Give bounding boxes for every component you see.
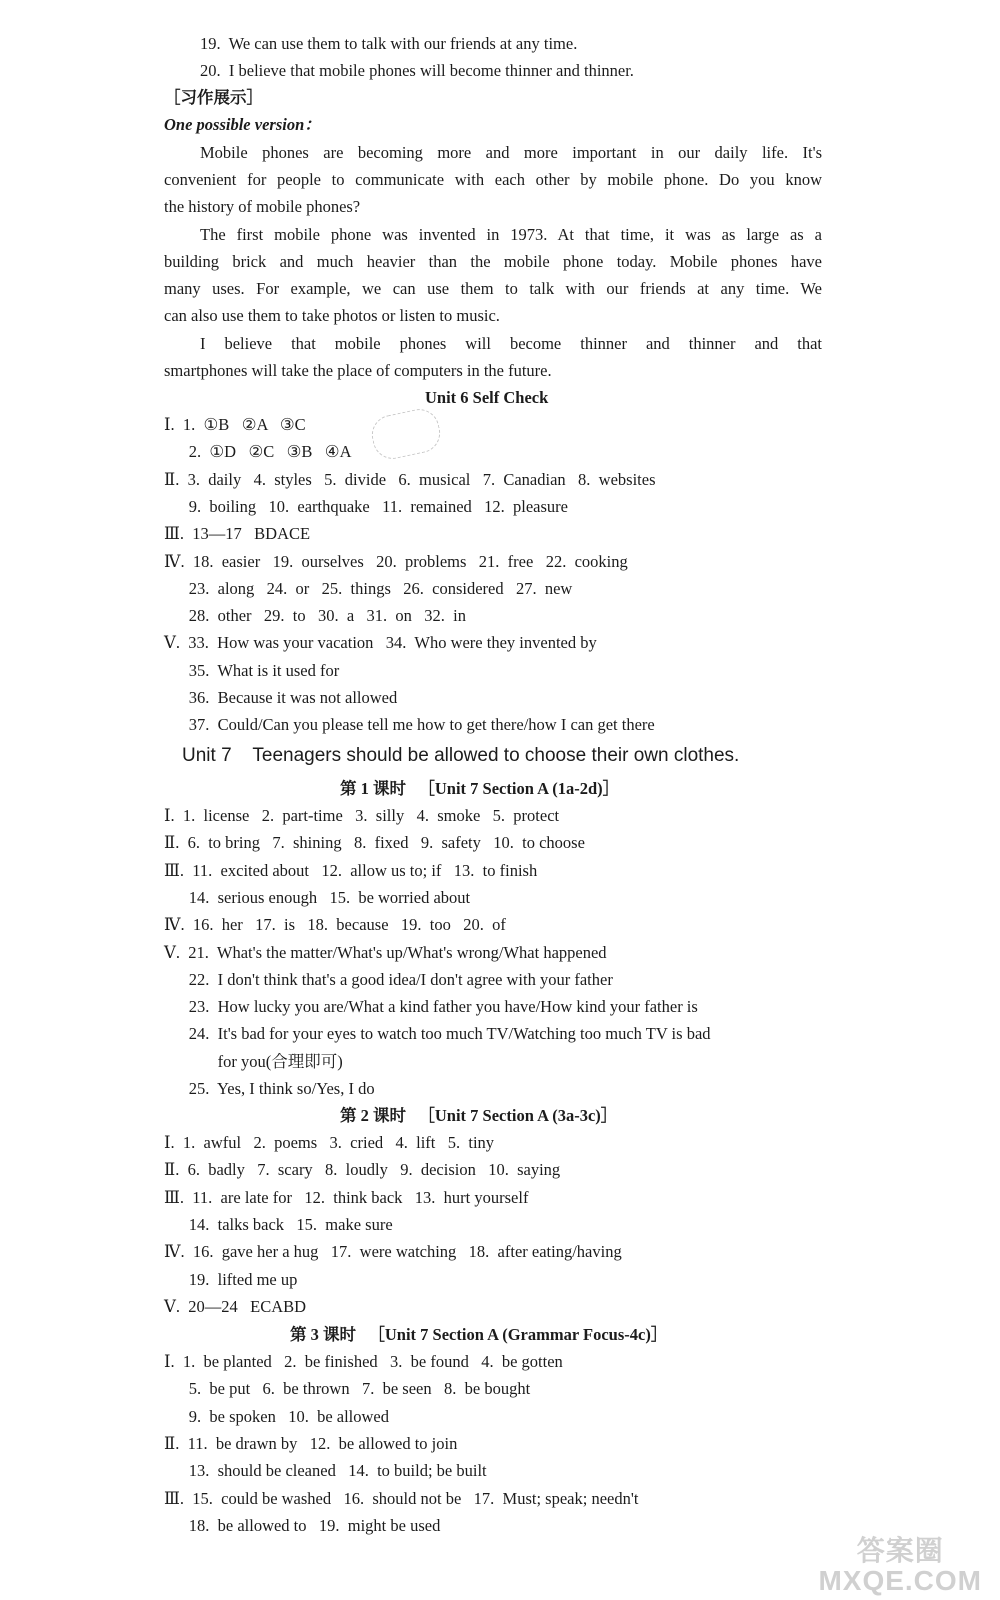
answer-line: Ⅲ. 13—17 BDACE [164, 524, 311, 544]
essay-line: I believe that mobile phones will become thinner and thinner and that [200, 334, 822, 353]
watermark-logo: 答案圈 MXQE.COM [818, 1535, 982, 1596]
essay-line: Mobile phones are becoming more and more important in our daily life. It's [200, 143, 822, 162]
answer-line: 35. What is it used for [164, 660, 340, 680]
essay-line: convenient for people to communicate with each other by mobile phone. Do you know [164, 170, 822, 189]
answer-line: Ⅳ. 18. easier 19. ourselves 20. problems 21. free 22. cooking [164, 551, 628, 571]
answer-line: 22. I don't think that's a good idea/I don't agree with your father [164, 969, 613, 989]
answer-line: 20. I believe that mobile phones will become thinner and thinner. [200, 61, 634, 80]
answer-line: for you(合理即可) [164, 1051, 343, 1071]
answer-line: Ⅰ. 1. awful 2. poems 3. cried 4. lift 5. tiny [164, 1133, 495, 1152]
unit-title: Unit 7 Teenagers should be allowed to choose their own clothes. [182, 745, 740, 766]
answer-line: 37. Could/Can you please tell me how to get there/how I can get there [164, 715, 655, 735]
answer-line: 9. be spoken 10. be allowed [164, 1406, 389, 1426]
answer-line: 25. Yes, I think so/Yes, I do [164, 1079, 375, 1098]
answer-line: 14. talks back 15. make sure [164, 1214, 393, 1234]
lesson-title: 第 1 课时 ［Unit 7 Section A (1a-2d)］ [340, 779, 620, 798]
answer-line: Ⅳ. 16. gave her a hug 17. were watching 18. after eating/having [164, 1242, 622, 1262]
stamp-mark [368, 405, 444, 462]
lesson-title: 第 2 课时 ［Unit 7 Section A (3a-3c)］ [340, 1106, 618, 1125]
essay-line: building brick and much heavier than the mobile phone today. Mobile phones have [164, 252, 822, 271]
answer-line: Ⅰ. 1. license 2. part-time 3. silly 4. smoke 5. protect [164, 806, 560, 825]
answer-line: 9. boiling 10. earthquake 11. remained 12. pleasure [164, 496, 568, 516]
answer-line: Ⅱ. 3. daily 4. styles 5. divide 6. musical 7. Canadian 8. websites [164, 469, 656, 489]
section-label: ［习作展示］ [164, 88, 263, 107]
answer-line: Ⅲ. 11. are late for 12. think back 13. hurt yourself [164, 1187, 529, 1207]
answer-line: Ⅰ. 1. be planted 2. be finished 3. be found 4. be gotten [164, 1352, 563, 1371]
essay-line: the history of mobile phones? [164, 197, 361, 216]
answer-line: Ⅱ. 11. be drawn by 12. be allowed to join [164, 1433, 458, 1453]
answer-line: 19. We can use them to talk with our friends at any time. [200, 34, 578, 53]
answer-line: Ⅲ. 15. could be washed 16. should not be 17. Must; speak; needn't [164, 1488, 639, 1508]
answer-line: 14. serious enough 15. be worried about [164, 887, 471, 907]
answer-line: 18. be allowed to 19. might be used [164, 1515, 441, 1535]
answer-line: 24. It's bad for your eyes to watch too much TV/Watching too much TV is bad [164, 1024, 711, 1044]
answer-line: Ⅳ. 16. her 17. is 18. because 19. too 20. of [164, 915, 506, 935]
answer-line: 19. lifted me up [164, 1269, 298, 1289]
answer-line: 28. other 29. to 30. a 31. on 32. in [164, 606, 467, 626]
lesson-title: 第 3 课时 ［Unit 7 Section A (Grammar Focus-4c)］ [290, 1325, 668, 1344]
answer-line: Ⅱ. 6. to bring 7. shining 8. fixed 9. safety 10. to choose [164, 833, 585, 853]
answer-line: 36. Because it was not allowed [164, 688, 398, 707]
essay-line: smartphones will take the place of computers in the future. [164, 361, 552, 380]
version-label: One possible version： [164, 115, 321, 134]
answer-line: Ⅲ. 11. excited about 12. allow us to; if 13. to finish [164, 860, 538, 880]
answer-line: Ⅴ. 33. How was your vacation 34. Who were they invented by [164, 633, 597, 653]
essay-line: many uses. For example, we can use them to talk with our friends at any time. We [164, 279, 822, 298]
answer-line: Ⅰ. 1. ①B ②A ③C [164, 415, 306, 434]
answer-line: Ⅴ. 20—24 ECABD [164, 1296, 307, 1316]
answer-line: 13. should be cleaned 14. to build; be built [164, 1461, 487, 1481]
answer-line: 23. How lucky you are/What a kind father you have/How kind your father is [164, 997, 698, 1017]
essay-line: The first mobile phone was invented in 1973. At that time, it was as large as a [200, 225, 822, 244]
section-title: Unit 6 Self Check [425, 388, 549, 407]
answer-line: 2. ①D ②C ③B ④A [164, 442, 352, 462]
answer-line: Ⅱ. 6. badly 7. scary 8. loudly 9. decision 10. saying [164, 1160, 561, 1180]
essay-line: can also use them to take photos or listen to music. [164, 306, 500, 325]
answer-line: 23. along 24. or 25. things 26. considered 27. new [164, 578, 573, 598]
answer-line: Ⅴ. 21. What's the matter/What's up/What's wrong/What happened [164, 942, 607, 962]
answer-line: 5. be put 6. be thrown 7. be seen 8. be bought [164, 1379, 531, 1399]
